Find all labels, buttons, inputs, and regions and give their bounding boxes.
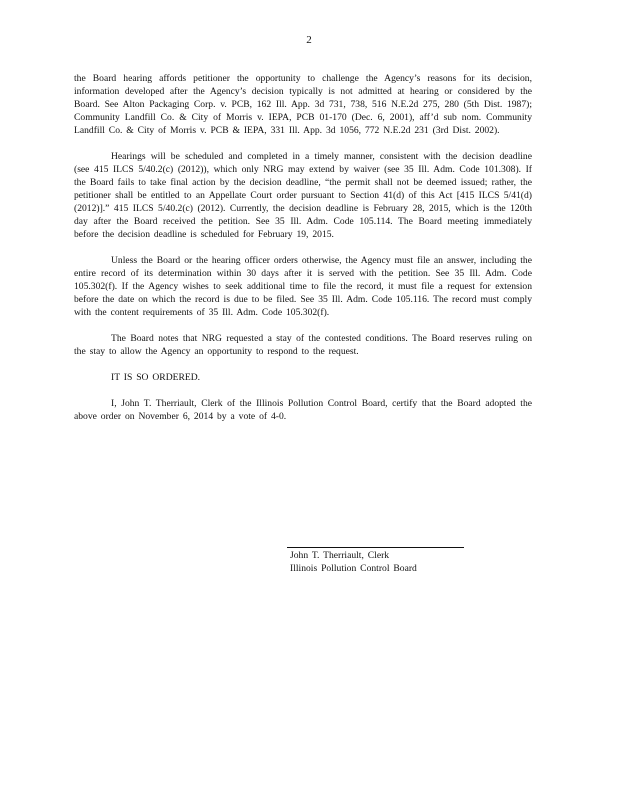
paragraph-clerk-certification: I, John T. Therriault, Clerk of the Illinois Pollution Control Board, certify that the Board adopted the above order on November 6, 2014 by a vote of 4-0. <box>74 398 532 422</box>
paragraph-agency-answer: Unless the Board or the hearing officer orders otherwise, the Agency must file an answer, including the entire record of its determination within 30 days after it is served with the petition. See 35 Ill. Adm. Code 105.302(f). If the Agency wishes to seek additional time to file the record, it must file a request for extension before the date on which the record is due to be filed. See 35 Ill. Adm. Code 105.116. The record must comply with the content requirements of 35 Ill. Adm. Code 105.302(f). <box>74 255 532 318</box>
signature-organization: Illinois Pollution Control Board <box>290 563 417 574</box>
signature-line <box>287 547 464 548</box>
order-body <box>74 72 532 436</box>
signature-name: John T. Therriault, Clerk <box>290 550 390 561</box>
paragraph-decision-deadline: Hearings will be scheduled and completed in a timely manner, consistent with the decision deadline (see 415 ILCS 5/40.2(c) (2012)), which only NRG may extend by waiver (see 35 Ill. Adm. Code 101.308). If the Board fails to take final action by the decision deadline, “the permit shall not be deemed issued; rather, the petitioner shall be entitled to an Appellate Court order pursuant to Section 41(d) of this Act [415 ILCS 5/41(d) (2012)].” 415 ILCS 5/40.2(c) (2012). Currently, the decision deadline is February 28, 2015, which is the 120th day after the Board received the petition. See 35 Ill. Adm. Code 105.114. The Board meeting immediately before the decision deadline is scheduled for February 19, 2015. <box>74 151 532 240</box>
paragraph-hearing-scope: the Board hearing affords petitioner the opportunity to challenge the Agency’s reasons for its decision, information developed after the Agency’s decision typically is not admitted at hearing or considered by the Board. See Alton Packaging Corp. v. PCB, 162 Ill. App. 3d 731, 738, 516 N.E.2d 275, 280 (5th Dist. 1987); Community Landfill Co. & City of Morris v. IEPA, PCB 01-170 (Dec. 6, 2001), aff’d sub nom. Community Landfill Co. & City of Morris v. PCB & IEPA, 331 Ill. App. 3d 1056, 772 N.E.2d 231 (3rd Dist. 2002). <box>74 73 532 136</box>
paragraph-stay-request: The Board notes that NRG requested a stay of the contested conditions. The Board reserves ruling on the stay to allow the Agency an opportunity to respond to the request. <box>74 333 532 357</box>
page-number: 2 <box>306 34 312 46</box>
paragraph-so-ordered: IT IS SO ORDERED. <box>111 372 201 383</box>
signature-block <box>290 549 530 575</box>
